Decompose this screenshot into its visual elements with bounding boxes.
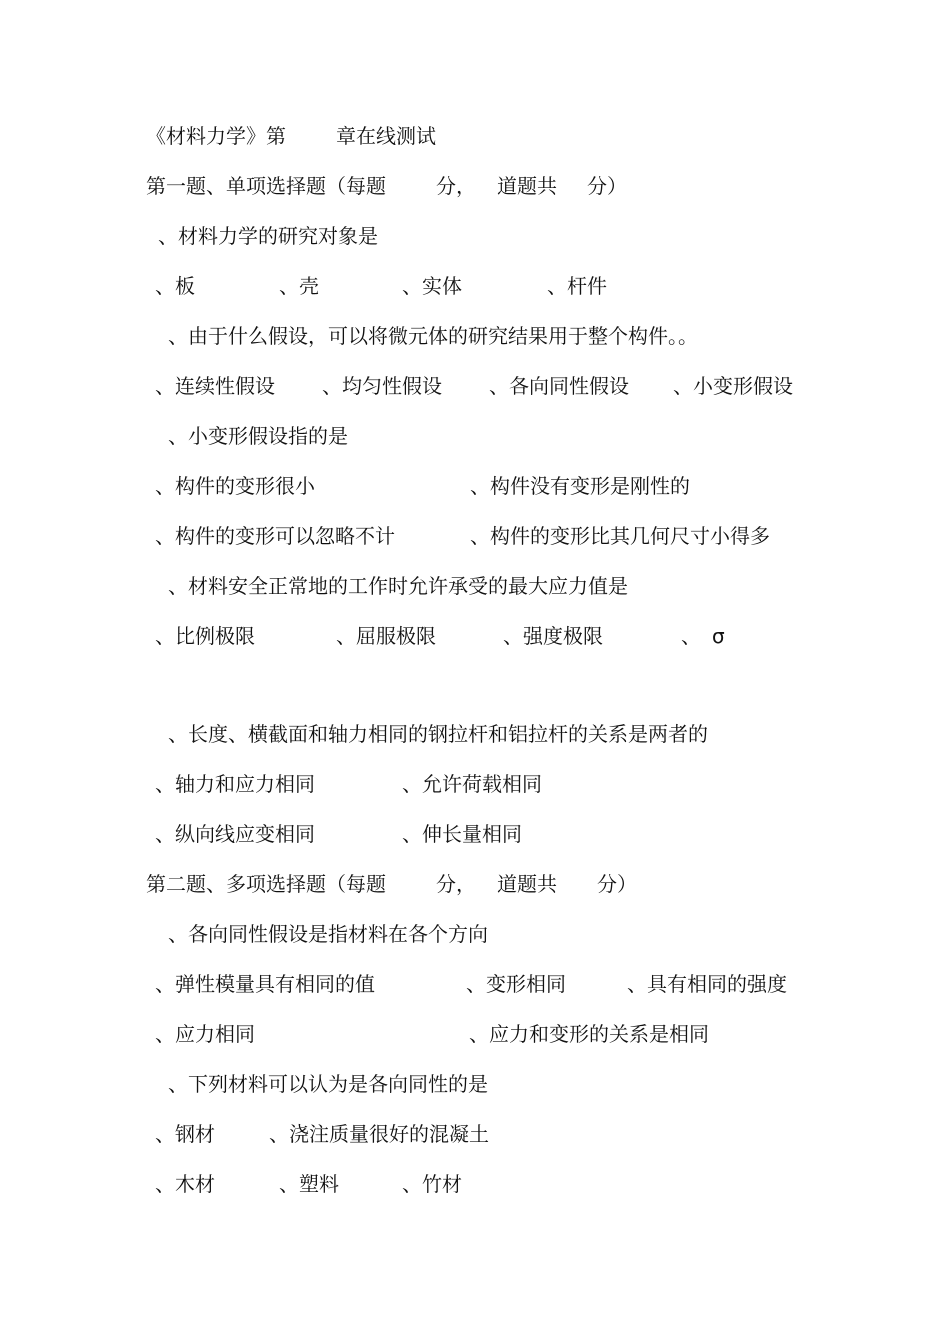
option-item: 、木材 [155,1172,215,1196]
question-stem [0,719,950,749]
section-heading-part: 道题共 [497,872,557,896]
option-item: 、屈服极限 [336,624,436,648]
section-heading-part: 分） [597,872,637,896]
question-stem [0,571,950,601]
option-item: 、实体 [402,274,462,298]
option-row [0,1019,950,1049]
option-item: 、钢材 [155,1122,215,1146]
option-item: 、板 [155,274,195,298]
option-item: 、纵向线应变相同 [155,822,315,846]
question-text: 、各向同性假设是指材料在各个方向 [168,922,488,946]
option-item: 、变形相同 [466,972,566,996]
option-row [0,371,950,401]
option-row [0,521,950,551]
option-item: 、比例极限 [155,624,255,648]
option-row [0,1119,950,1149]
option-item: 、连续性假设 [155,374,275,398]
doc-title-prefix: 《材料力学》第 [146,124,286,148]
option-item: 、小变形假设 [673,374,793,398]
option-item: 、浇注质量很好的混凝土 [269,1122,489,1146]
option-item: 、伸长量相同 [402,822,522,846]
option-item: 、强度极限 [503,624,603,648]
section-heading-part: 第一题、单项选择题（每题 [146,174,386,198]
option-item: 、各向同性假设 [489,374,629,398]
option-item: 、构件的变形比其几何尺寸小得多 [470,524,770,548]
section-heading-multiple-choice [0,869,950,899]
option-item: 、具有相同的强度 [627,972,787,996]
option-row [0,819,950,849]
doc-title [0,121,950,151]
option-item: 、弹性模量具有相同的值 [155,972,375,996]
question-stem [0,1069,950,1099]
option-item: 、竹材 [402,1172,462,1196]
option-row [0,969,950,999]
sigma-symbol: σ [712,624,725,648]
option-row [0,769,950,799]
section-heading-part: 道题共 [497,174,557,198]
option-row [0,471,950,501]
question-text: 、小变形假设指的是 [168,424,348,448]
option-row [0,1169,950,1199]
option-item: 、均匀性假设 [322,374,442,398]
option-item: 、应力和变形的关系是相同 [469,1022,709,1046]
question-text: 、材料安全正常地的工作时允许承受的最大应力值是 [168,574,628,598]
option-item: 、壳 [279,274,319,298]
option-item: 、轴力和应力相同 [155,772,315,796]
option-item: 、允许荷载相同 [402,772,542,796]
option-item: 、杆件 [547,274,607,298]
section-heading-single-choice [0,171,950,201]
question-text: 、长度、横截面和轴力相同的钢拉杆和铝拉杆的关系是两者的 [168,722,708,746]
question-text: 、下列材料可以认为是各向同性的是 [168,1072,488,1096]
doc-title-suffix: 章在线测试 [336,124,436,148]
question-stem [0,221,950,251]
question-stem [0,919,950,949]
option-item: 、 [681,624,701,648]
question-stem [0,321,950,351]
option-item: 、构件的变形可以忽略不计 [155,524,395,548]
question-stem [0,421,950,451]
option-row [0,271,950,301]
section-heading-part: 分， [436,174,476,198]
option-item: 、构件没有变形是刚性的 [470,474,690,498]
section-heading-part: 第二题、多项选择题（每题 [146,872,386,896]
option-item: 、构件的变形很小 [155,474,315,498]
option-item: 、塑料 [279,1172,339,1196]
section-heading-part: 分， [436,872,476,896]
section-heading-part: 分） [587,174,627,198]
option-row [0,621,950,651]
option-item: 、应力相同 [155,1022,255,1046]
question-text: 、由于什么假设，可以将微元体的研究结果用于整个构件。。 [168,324,698,348]
question-text: 、材料力学的研究对象是 [158,224,378,248]
